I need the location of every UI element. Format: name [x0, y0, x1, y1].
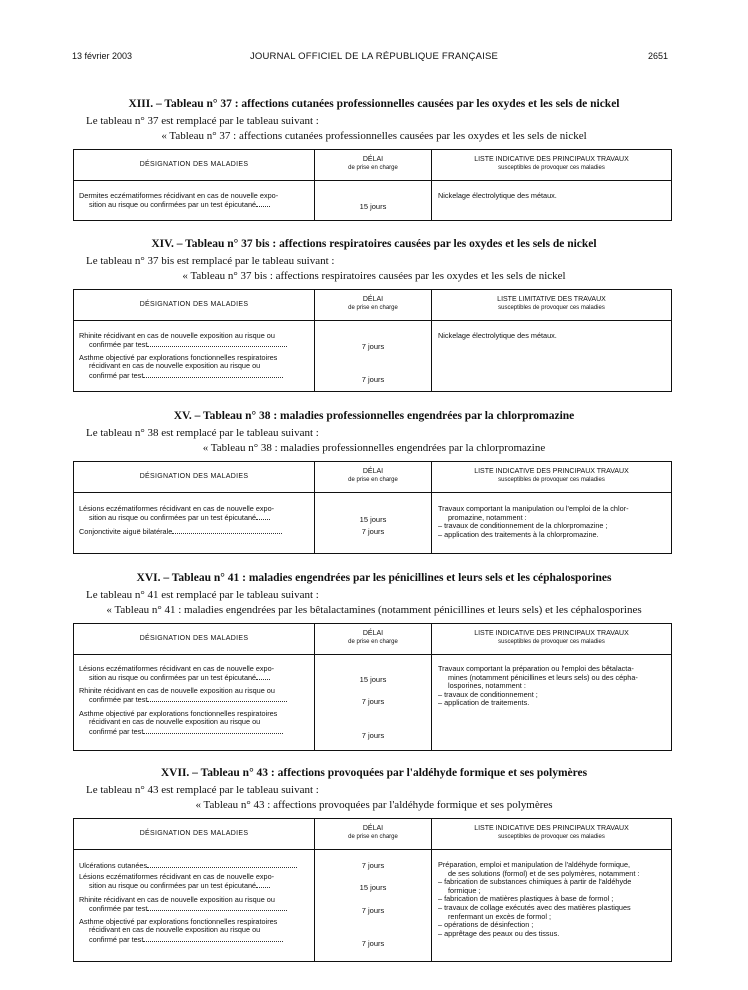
section-intro: Le tableau n° 43 est remplacé par le tableau suivant :	[86, 784, 319, 796]
header-delai: DÉLAI de prise en charge	[348, 630, 398, 645]
travaux-line: Nickelage électrolytique des métaux.	[438, 331, 557, 340]
section-intro: Le tableau n° 38 est remplacé par le tableau suivant :	[86, 427, 319, 439]
delay-value: 7 jours	[361, 861, 385, 870]
header-delai: DÉLAI de prise en charge	[348, 296, 398, 311]
disease-entry: Rhinite récidivant en cas de nouvelle exposition au risque ou confirmée par test	[79, 896, 307, 914]
travaux-list: Préparation, emploi et manipulation de l'aldéhyde formique, de ses solutions (formol) et de ses polymères, notamment : – fabrication de substances chimiques à partir de l'aldéhyde formique ; – fabrication de matières plastiques à base de formol ; – travaux de collage exécutés avec des matières plastiques renfermant un excès de formol ; – opérations de désinfection ; – apprêtage des peaux ou des tissus.	[438, 860, 640, 938]
section-intro: Le tableau n° 41 est remplacé par le tableau suivant :	[86, 589, 319, 601]
section-subtitle: « Tableau n° 38 : maladies professionnelles engendrées par la chlorpromazine	[202, 442, 546, 454]
disease-entry: Lésions eczématiformes récidivant en cas de nouvelle expo- sition au risque ou confirmées par un test épicutané	[79, 664, 275, 683]
header-delai: DÉLAI de prise en charge	[348, 468, 398, 483]
delay-value: 7 jours	[361, 731, 385, 740]
delay-value: 15 jours	[359, 675, 387, 684]
delay-value: 7 jours	[361, 342, 385, 351]
disease-entry: Ulcérations cutanées	[79, 861, 307, 870]
delay-value: 7 jours	[361, 906, 385, 915]
table-43	[73, 818, 672, 962]
header-travaux: LISTE INDICATIVE DES PRINCIPAUX TRAVAUX susceptibles de provoquer ces maladies	[474, 156, 629, 171]
section-intro: Le tableau n° 37 bis est remplacé par le tableau suivant :	[86, 255, 335, 267]
header-travaux: LISTE INDICATIVE DES PRINCIPAUX TRAVAUX susceptibles de provoquer ces maladies	[474, 630, 629, 645]
header-travaux: LISTE LIMITATIVE DES TRAVAUX susceptibles de provoquer ces maladies	[497, 296, 606, 311]
section-title: XIII. – Tableau n° 37 : affections cutanées professionnelles causées par les oxydes et les sels de nickel	[128, 98, 620, 110]
disease-entry: Asthme objectivé par explorations fonctionnelles respiratoires récidivant en cas de nouvelle exposition au risque ou confirmé par test	[79, 710, 307, 736]
section-intro: Le tableau n° 37 est remplacé par le tableau suivant :	[86, 115, 319, 127]
delay-value: 7 jours	[361, 939, 385, 948]
disease-entry: Asthme objectivé par explorations fonctionnelles respiratoires récidivant en cas de nouvelle exposition au risque ou confirmé par test	[79, 354, 307, 380]
header-travaux: LISTE INDICATIVE DES PRINCIPAUX TRAVAUX susceptibles de provoquer ces maladies	[474, 468, 629, 483]
delay-value: 7 jours	[361, 375, 385, 384]
header-designation: DÉSIGNATION DES MALADIES	[139, 635, 249, 642]
disease-entry: Conjonctivite aiguë bilatérale	[79, 527, 307, 536]
section-title: XV. – Tableau n° 38 : maladies professionnelles engendrées par la chlorpromazine	[173, 410, 575, 422]
header-travaux: LISTE INDICATIVE DES PRINCIPAUX TRAVAUX susceptibles de provoquer ces maladies	[474, 825, 629, 840]
travaux-line: Nickelage électrolytique des métaux.	[438, 191, 557, 200]
header-designation: DÉSIGNATION DES MALADIES	[139, 830, 249, 837]
table-37	[73, 149, 672, 221]
delay-value: 7 jours	[361, 527, 385, 536]
disease-entry: Rhinite récidivant en cas de nouvelle exposition au risque ou confirmée par test	[79, 687, 307, 705]
section-subtitle: « Tableau n° 37 : affections cutanées professionnelles causées par les oxydes et les sels de nickel	[161, 130, 587, 142]
section-subtitle: « Tableau n° 37 bis : affections respiratoires causées par les oxydes et les sels de nickel	[182, 270, 566, 282]
journal-title: JOURNAL OFFICIEL DE LA RÉPUBLIQUE FRANÇAISE	[249, 51, 499, 62]
header-designation: DÉSIGNATION DES MALADIES	[139, 161, 249, 168]
delay-value: 15 jours	[359, 515, 387, 524]
header-designation: DÉSIGNATION DES MALADIES	[139, 473, 249, 480]
table-37-bis	[73, 289, 672, 392]
travaux-list: Travaux comportant la manipulation ou l'emploi de la chlor- promazine, notamment : – travaux de conditionnement de la chlorpromazine ; – application des traitements à la chlorpromazine.	[438, 504, 629, 539]
section-title: XVII. – Tableau n° 43 : affections provoquées par l'aldéhyde formique et ses polymères	[160, 767, 588, 779]
delay-value: 15 jours	[359, 883, 387, 892]
disease-entry: Rhinite récidivant en cas de nouvelle exposition au risque ou confirmée par test	[79, 332, 307, 350]
delay-value: 7 jours	[361, 697, 385, 706]
section-title: XIV. – Tableau n° 37 bis : affections respiratoires causées par les oxydes et les sels de nickel	[151, 238, 597, 250]
header-designation: DÉSIGNATION DES MALADIES	[139, 301, 249, 308]
disease-entry: Dermites eczématiformes récidivant en cas de nouvelle expo- sition au risque ou confirmées par un test épicutané	[79, 191, 279, 210]
section-subtitle: « Tableau n° 43 : affections provoquées par l'aldéhyde formique et ses polymères	[195, 799, 553, 811]
disease-entry: Asthme objectivé par explorations fonctionnelles respiratoires récidivant en cas de nouvelle exposition au risque ou confirmé par test	[79, 918, 307, 944]
section-subtitle: « Tableau n° 41 : maladies engendrées par les bêtalactamines (notamment pénicillines et leurs sels) et les céphalosporines	[106, 604, 642, 616]
disease-entry: Lésions eczématiformes récidivant en cas de nouvelle expo- sition au risque ou confirmées par un test épicutané	[79, 504, 275, 523]
table-38	[73, 461, 672, 554]
header-delai: DÉLAI de prise en charge	[348, 156, 398, 171]
travaux-list: Travaux comportant la préparation ou l'emploi des bêtalacta- mines (notamment pénicillines et leurs sels) ou des cépha- losporines, notamment : – travaux de conditionnement ; – application de traitements.	[438, 664, 638, 708]
page-number: 2651	[648, 51, 669, 61]
header-date: 13 février 2003	[72, 51, 133, 61]
delay-value: 15 jours	[359, 202, 387, 211]
section-title: XVI. – Tableau n° 41 : maladies engendrées par les pénicillines et leurs sels et les céphalosporines	[136, 572, 612, 584]
header-delai: DÉLAI de prise en charge	[348, 825, 398, 840]
table-41	[73, 623, 672, 751]
disease-entry: Lésions eczématiformes récidivant en cas de nouvelle expo- sition au risque ou confirmées par un test épicutané	[79, 872, 275, 891]
